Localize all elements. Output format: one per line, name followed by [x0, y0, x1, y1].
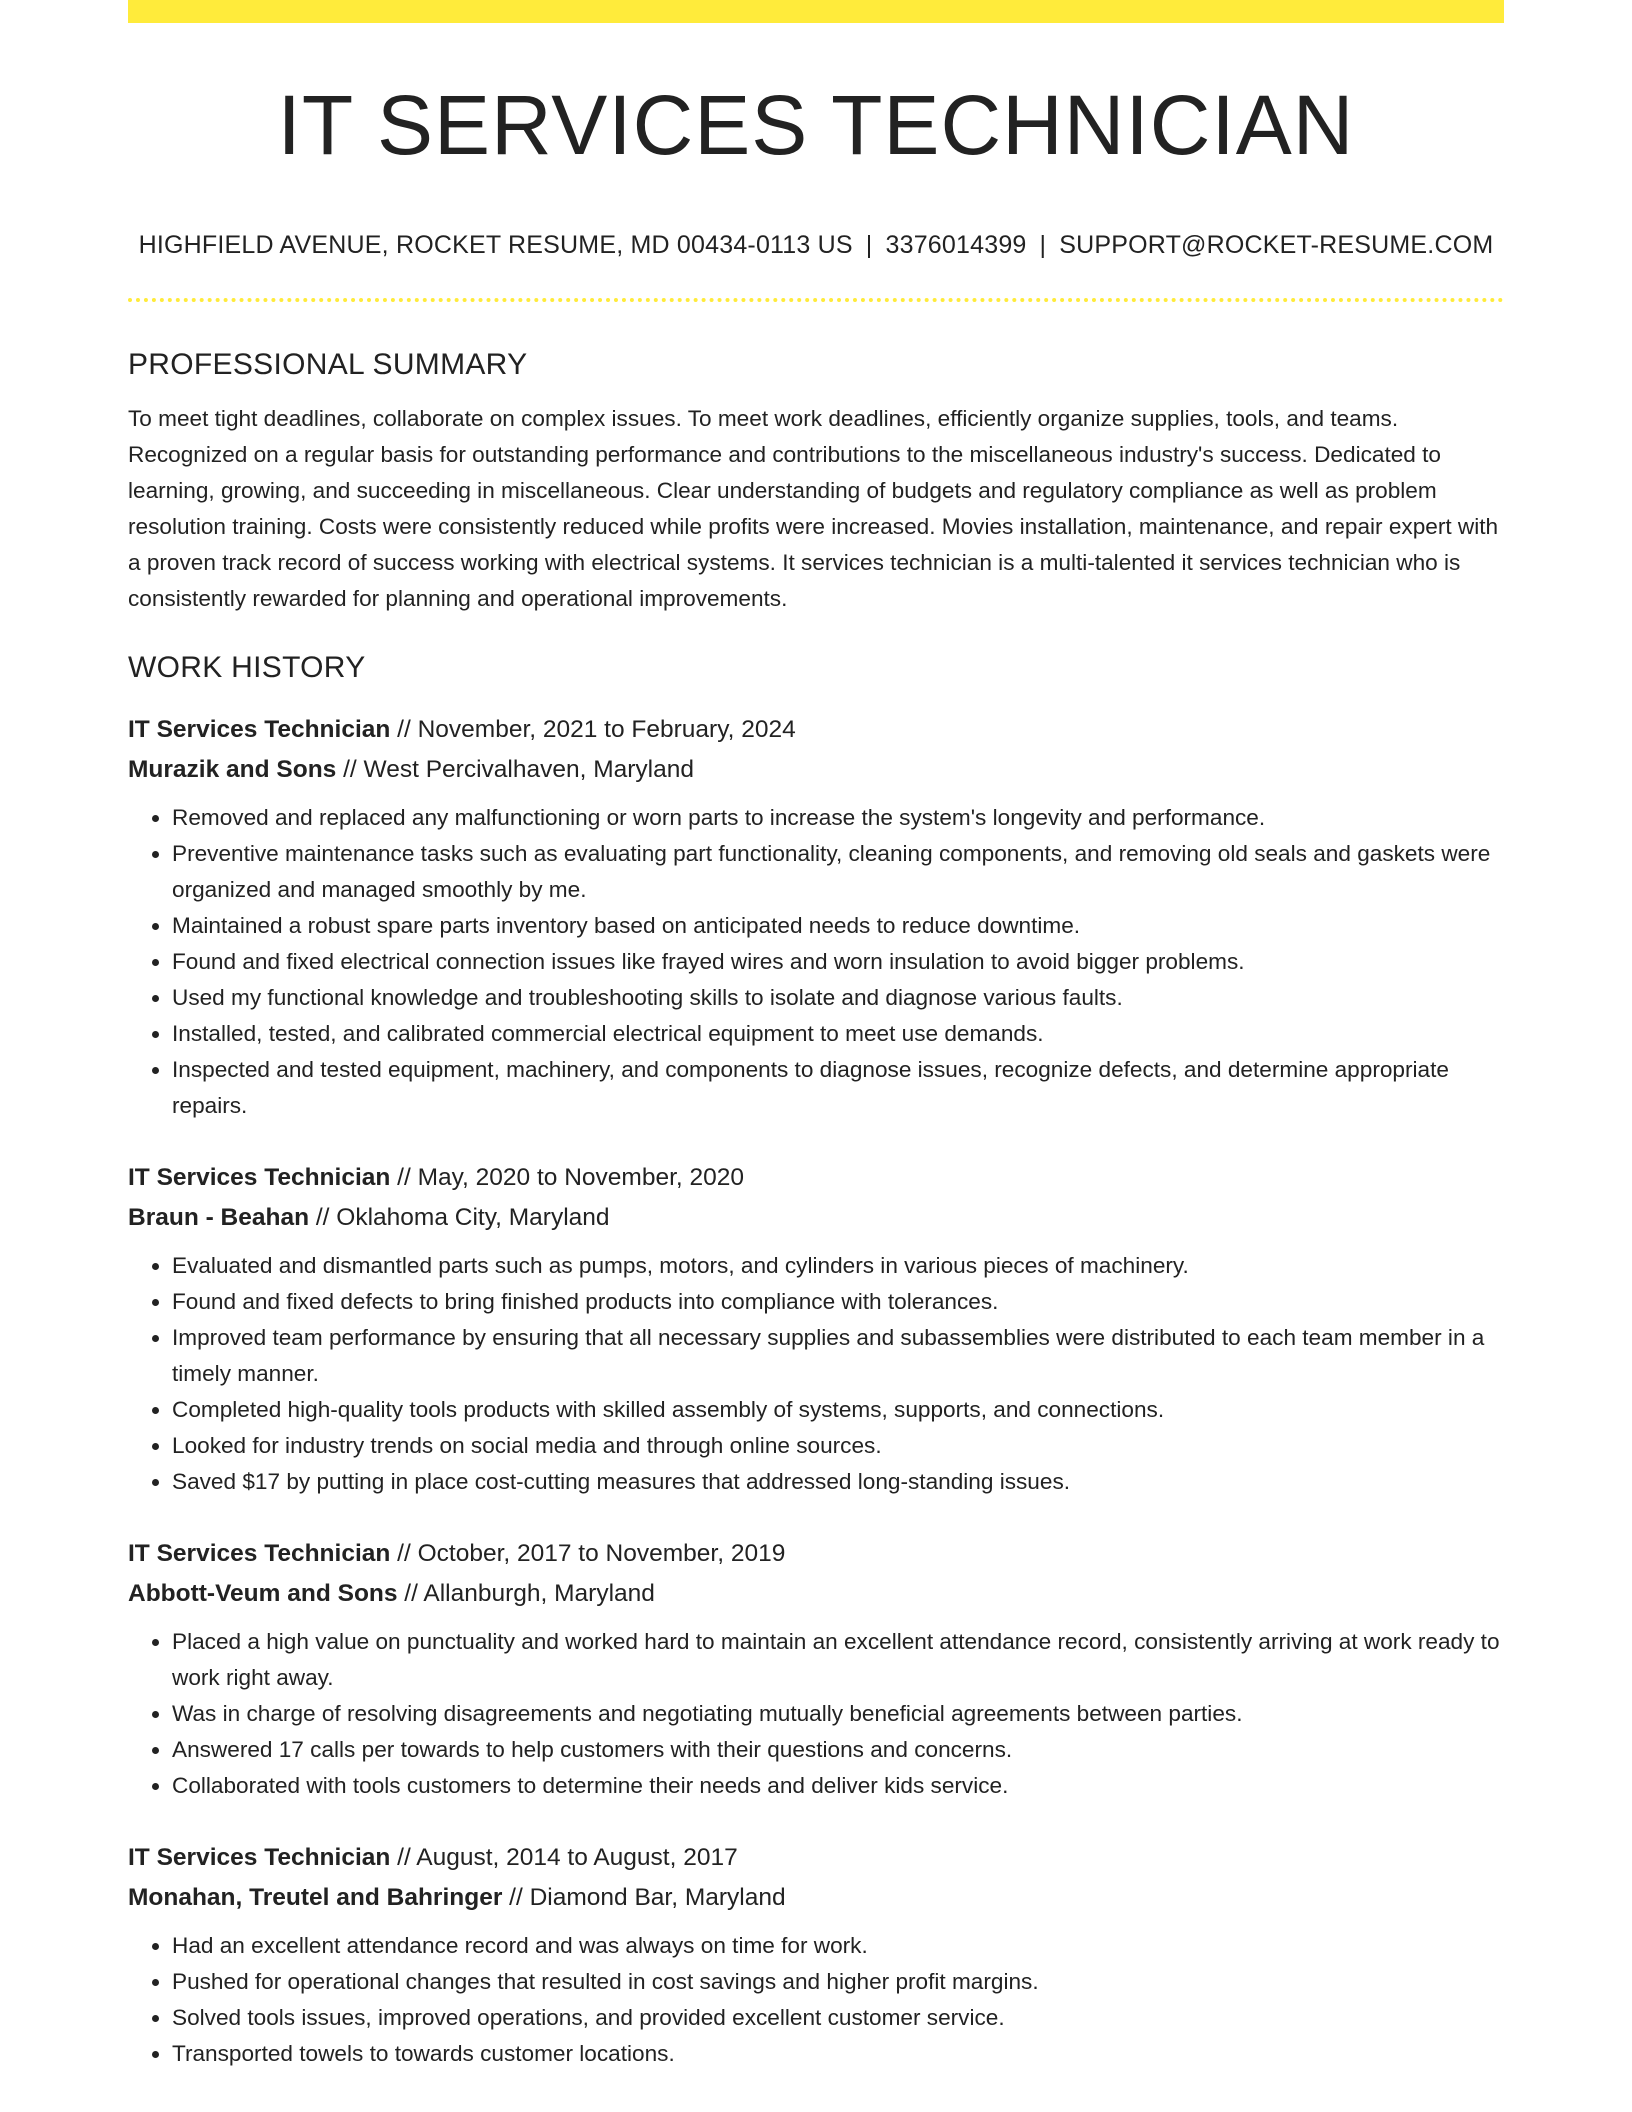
job-role-line	[128, 1838, 1504, 1878]
job-entry	[128, 1838, 1504, 2072]
job-bullet: • Found and fixed electrical connection issues like frayed wires and worn insulation to avoid bigger problems.	[172, 944, 1504, 980]
resume-page	[128, 0, 1504, 2112]
job-company-line	[128, 1574, 1504, 1614]
dotted-divider	[128, 298, 1504, 302]
job-bullet: • Transported towels to towards customer locations.	[172, 2036, 1504, 2072]
job-bullet: • Installed, tested, and calibrated commercial electrical equipment to meet use demands.	[172, 1016, 1504, 1052]
accent-top-bar	[128, 0, 1504, 23]
job-company: Braun - Beahan	[128, 1204, 310, 1231]
job-location: // West Percivalhaven, Maryland	[336, 756, 694, 783]
contact-separator: |	[865, 231, 873, 259]
job-role: IT Services Technician	[128, 1540, 391, 1567]
job-company-line	[128, 1198, 1504, 1238]
job-bullet: • Inspected and tested equipment, machinery, and components to diagnose issues, recognize defects, and determine appropriate repairs.	[172, 1052, 1504, 1124]
contact-email[interactable]: SUPPORT@ROCKET-RESUME.COM	[1059, 231, 1494, 259]
job-location: // Allanburgh, Maryland	[397, 1580, 655, 1607]
job-bullet-list	[128, 1928, 1504, 2072]
job-entry	[128, 1534, 1504, 1804]
contact-line	[128, 231, 1504, 260]
job-bullet: • Was in charge of resolving disagreements and negotiating mutually beneficial agreements between parties.	[172, 1696, 1504, 1732]
job-dates: // October, 2017 to November, 2019	[390, 1540, 786, 1567]
job-bullet: • Solved tools issues, improved operations, and provided excellent customer service.	[172, 2000, 1504, 2036]
job-entry	[128, 710, 1504, 1124]
job-role: IT Services Technician	[128, 1164, 391, 1191]
job-company-line	[128, 750, 1504, 790]
job-bullet: • Improved team performance by ensuring that all necessary supplies and subassemblies were distributed to each team member in a timely manner.	[172, 1320, 1504, 1392]
job-dates: // August, 2014 to August, 2017	[390, 1844, 738, 1871]
job-bullet: • Found and fixed defects to bring finished products into compliance with tolerances.	[172, 1284, 1504, 1320]
job-role-line	[128, 1158, 1504, 1198]
job-bullet: • Pushed for operational changes that resulted in cost savings and higher profit margins.	[172, 1964, 1504, 2000]
job-bullet-list	[128, 1248, 1504, 1500]
job-role-line	[128, 710, 1504, 750]
job-bullet: • Used my functional knowledge and troubleshooting skills to isolate and diagnose various faults.	[172, 980, 1504, 1016]
resume-name: IT SERVICES TECHNICIAN	[277, 78, 1355, 172]
job-bullet: • Evaluated and dismantled parts such as pumps, motors, and cylinders in various pieces of machinery.	[172, 1248, 1504, 1284]
summary-title: PROFESSIONAL SUMMARY	[128, 348, 528, 381]
job-dates: // November, 2021 to February, 2024	[390, 716, 796, 743]
job-role: IT Services Technician	[128, 716, 391, 743]
job-bullet: • Maintained a robust spare parts inventory based on anticipated needs to reduce downtime.	[172, 908, 1504, 944]
job-bullet-list	[128, 800, 1504, 1124]
job-bullet: • Completed high-quality tools products with skilled assembly of systems, supports, and connections.	[172, 1392, 1504, 1428]
job-entry	[128, 1158, 1504, 1500]
job-dates: // May, 2020 to November, 2020	[390, 1164, 744, 1191]
job-role: IT Services Technician	[128, 1844, 391, 1871]
job-company: Murazik and Sons	[128, 756, 337, 783]
job-bullet: • Answered 17 calls per towards to help customers with their questions and concerns.	[172, 1732, 1504, 1768]
summary-text: To meet tight deadlines, collaborate on complex issues. To meet work deadlines, efficiently organize supplies, tools, and teams. Recognized on a regular basis for outstanding performance and contributions to the miscellaneous industry's success. Dedicated to learning, growing, and succeeding in miscellaneous. Clear understanding of budgets and regulatory compliance as well as problem resolution training. Costs were consistently reduced while profits were increased. Movies installation, maintenance, and repair expert with a proven track record of success working with electrical systems. It services technician is a multi-talented it services technician who is consistently rewarded for planning and operational improvements.	[128, 406, 1499, 611]
work-history-title: WORK HISTORY	[128, 651, 366, 684]
job-company: Abbott-Veum and Sons	[128, 1580, 398, 1607]
contact-separator: |	[1039, 231, 1047, 259]
contact-phone[interactable]: 3376014399	[885, 231, 1027, 259]
job-company-line	[128, 1878, 1504, 1918]
job-company: Monahan, Treutel and Bahringer	[128, 1884, 503, 1911]
job-location: // Diamond Bar, Maryland	[502, 1884, 786, 1911]
job-bullet: • Preventive maintenance tasks such as evaluating part functionality, cleaning components, and removing old seals and gaskets were organized and managed smoothly by me.	[172, 836, 1504, 908]
job-bullet: • Saved $17 by putting in place cost-cutting measures that addressed long-standing issues.	[172, 1464, 1504, 1500]
job-role-line	[128, 1534, 1504, 1574]
job-bullet: • Looked for industry trends on social media and through online sources.	[172, 1428, 1504, 1464]
contact-address: HIGHFIELD AVENUE, ROCKET RESUME, MD 00434-0113 US	[138, 231, 853, 259]
job-bullet: • Had an excellent attendance record and was always on time for work.	[172, 1928, 1504, 1964]
job-bullet: • Collaborated with tools customers to determine their needs and deliver kids service.	[172, 1768, 1504, 1804]
job-location: // Oklahoma City, Maryland	[309, 1204, 610, 1231]
job-bullet: • Removed and replaced any malfunctioning or worn parts to increase the system's longevity and performance.	[172, 800, 1504, 836]
job-bullet-list	[128, 1624, 1504, 1804]
job-bullet: • Placed a high value on punctuality and worked hard to maintain an excellent attendance record, consistently arriving at work ready to work right away.	[172, 1624, 1504, 1696]
